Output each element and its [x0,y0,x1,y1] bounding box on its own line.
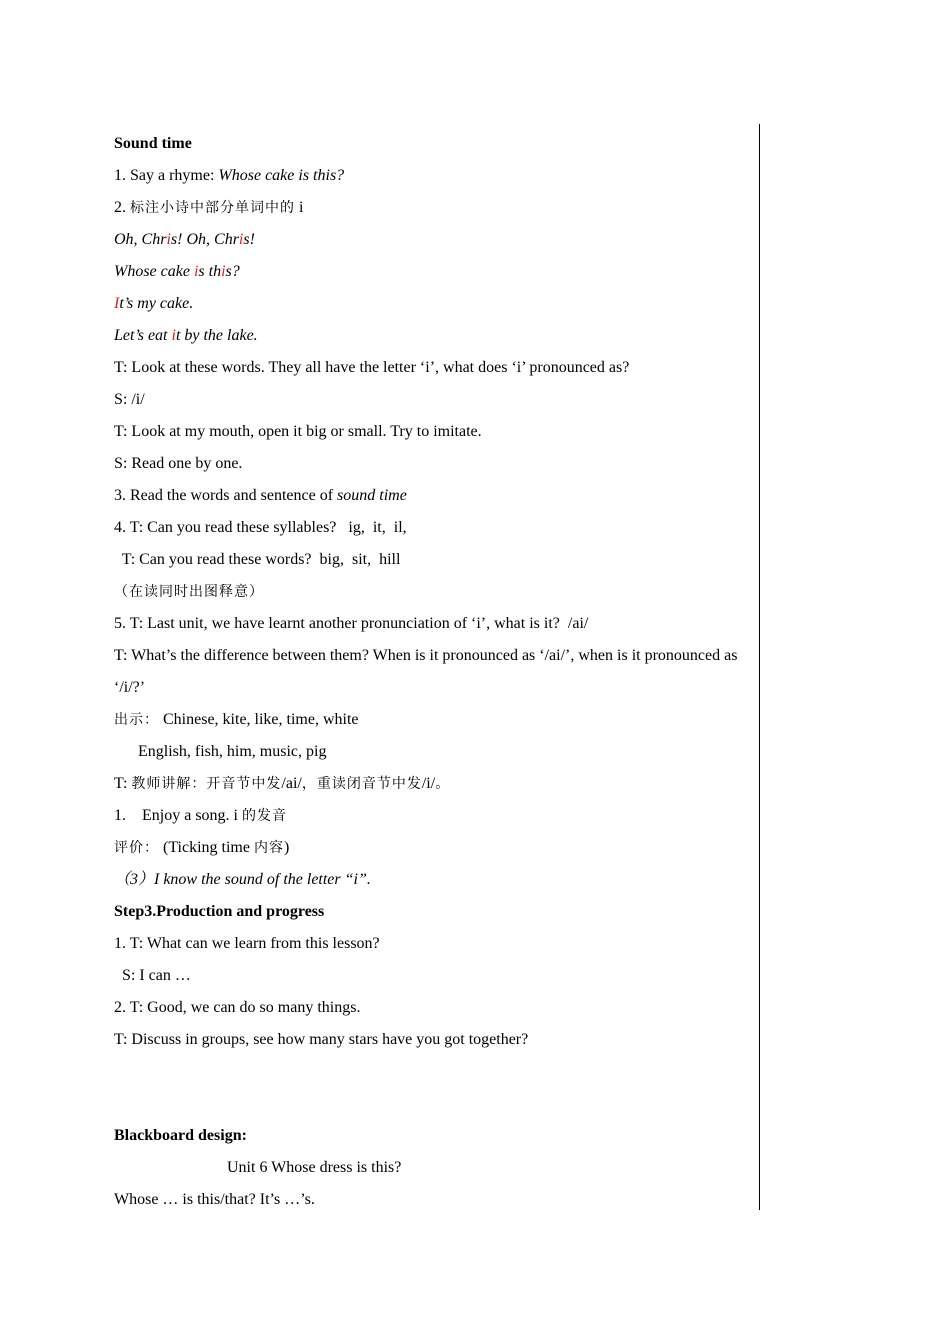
sound-time-heading: Sound time [114,135,192,152]
show-words-2: English, fish, him, music, pig [114,743,327,760]
evaluation: 评价： (Ticking time 内容) [114,839,290,856]
show-words-1: 出示： Chinese, kite, like, time, white [114,711,359,728]
rhyme-line-3: It’s my cake. [114,295,194,312]
annotate-step: 2. 标注小诗中部分单词中的 i [114,199,304,216]
rhyme-title: Whose cake is this? [218,167,345,184]
song-step: 1. Enjoy a song. i 的发音 [114,807,287,824]
step3-heading: Step3.Production and progress [114,903,325,920]
blackboard-pattern: Whose … is this/that? It’s …’s. [114,1191,315,1208]
words-step: T: Can you read these words? big, sit, hill [114,551,401,568]
table-border-line [759,124,760,1210]
pronunciation-step: 5. T: Last unit, we have learnt another pronunciation of ‘i’, what is it? /ai/ [114,615,589,632]
blackboard-heading: Blackboard design: [114,1127,247,1144]
teacher-line: T: Look at these words. They all have the letter ‘i’, what does ‘i’ pronounced as? [114,359,630,376]
blackboard-title: Unit 6 Whose dress is this? [227,1159,402,1176]
evaluation-item: （3）I know the sound of the letter “i”. [114,871,371,888]
difference-question: T: What’s the difference between them? When is it pronounced as ‘/ai/’, when is it pronounced as ‘/i/?’ [114,647,738,696]
step3-discuss: T: Discuss in groups, see how many stars have you got together? [114,1031,529,1048]
step3-praise: 2. T: Good, we can do so many things. [114,999,361,1016]
rhyme-line-4: Let’s eat it by the lake. [114,327,258,344]
lesson-content [114,128,754,1216]
syllables-step: 4. T: Can you read these syllables? ig, it, il, [114,519,407,536]
teacher-explain: T: 教师讲解：开音节中发/ai/，重读闭音节中发/i/。 [114,775,451,792]
step3-answer: S: I can … [114,967,191,984]
student-line: S: Read one by one. [114,455,243,472]
rhyme-step: 1. Say a rhyme: Whose cake is this? [114,167,345,184]
picture-note: （在读同时出图释意） [114,584,264,600]
spacer [114,1056,754,1120]
step3-question: 1. T: What can we learn from this lesson? [114,935,380,952]
teacher-line: T: Look at my mouth, open it big or small. Try to imitate. [114,423,482,440]
rhyme-line-2: Whose cake is this? [114,263,240,280]
read-words-step: 3. Read the words and sentence of sound time [114,487,407,504]
rhyme-line-1: Oh, Chris! Oh, Chris! [114,231,255,248]
student-line: S: /i/ [114,391,145,408]
